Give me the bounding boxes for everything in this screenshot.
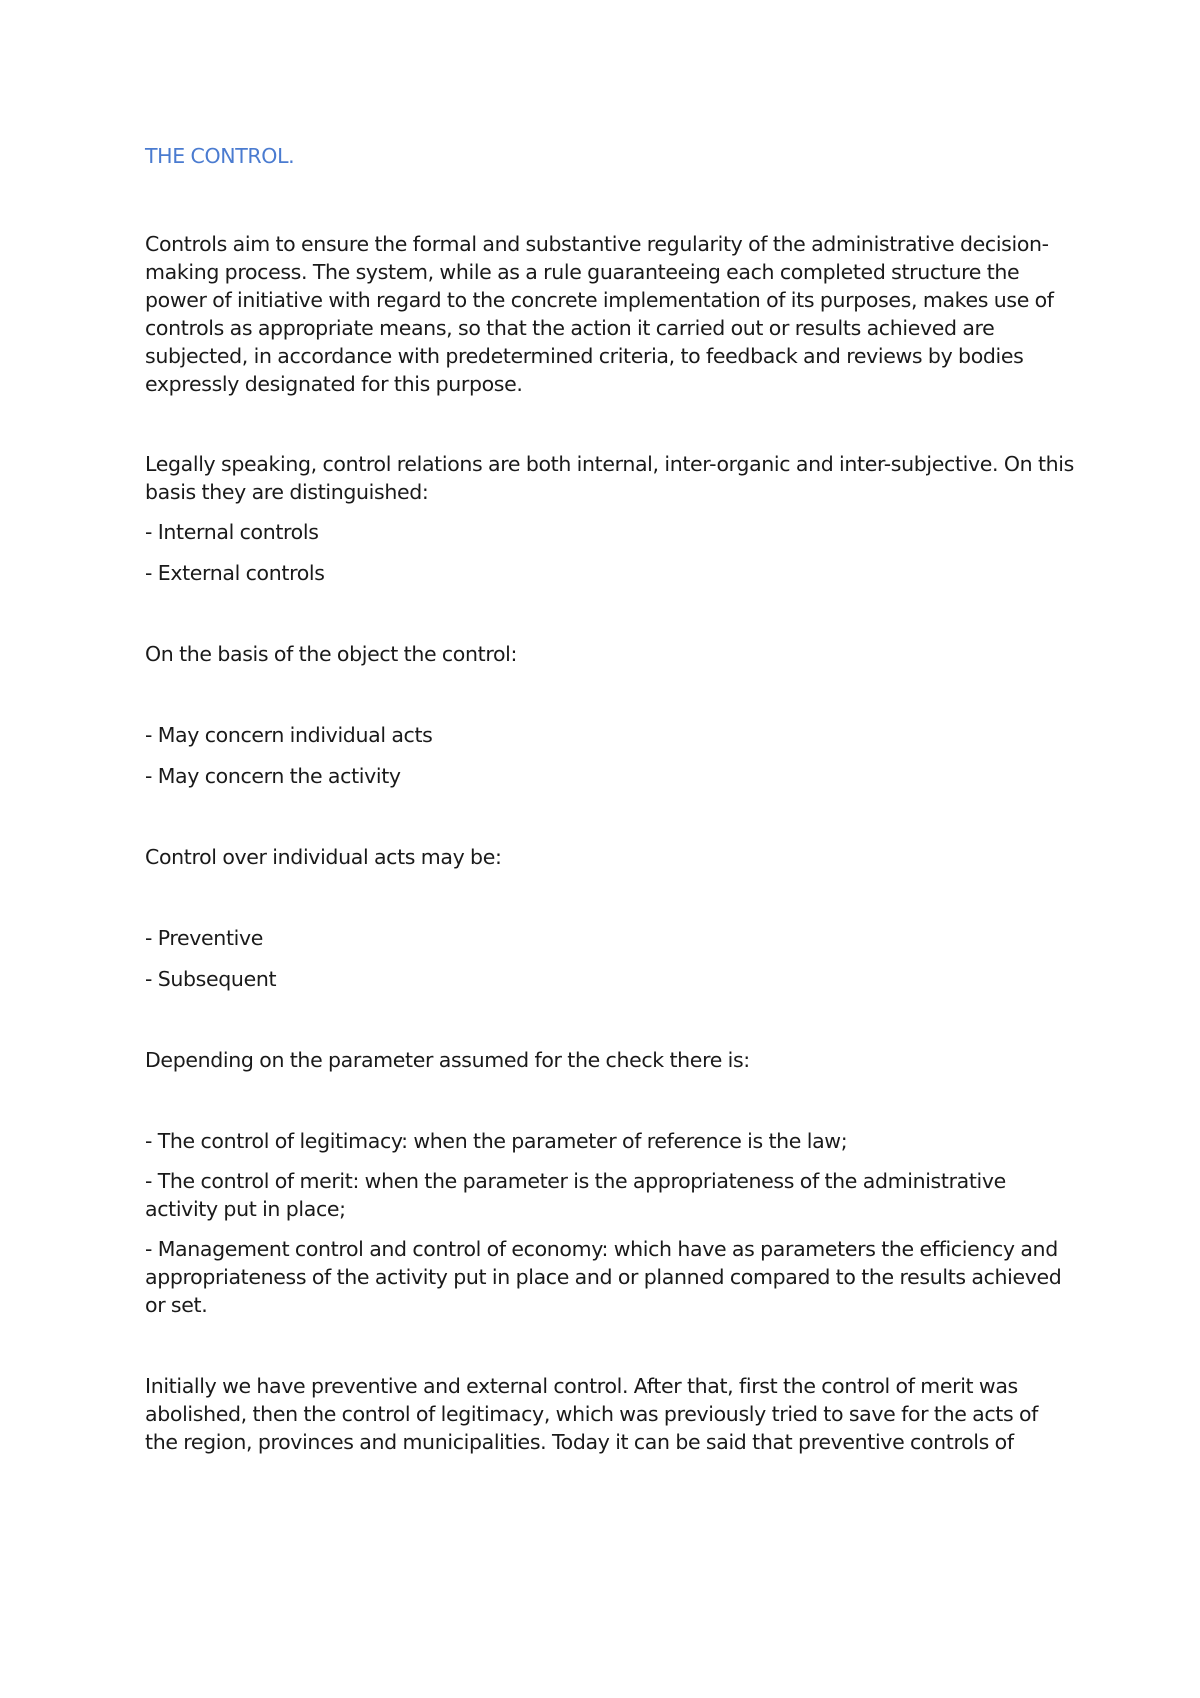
document-title: THE CONTROL.: [145, 144, 295, 168]
list-item-individual-acts: - May concern individual acts: [145, 723, 433, 747]
object-heading: On the basis of the object the control:: [145, 642, 518, 666]
document-body: [145, 142, 1075, 1456]
parameter-heading: Depending on the parameter assumed for the check there is:: [145, 1048, 750, 1072]
list-item-preventive: - Preventive: [145, 926, 264, 950]
list-item-management-control: - Management control and control of economy: which have as parameters the efficiency and appropriateness of the activity put in place and or planned compared to the results achieved or set.: [145, 1237, 1062, 1317]
legal-paragraph: Legally speaking, control relations are both internal, inter-organic and inter-subjective. On this basis they are distinguished:: [145, 452, 1074, 504]
intro-paragraph: Controls aim to ensure the formal and substantive regularity of the administrative decision-making process. The system, while as a rule guaranteeing each completed structure the power of initiative with regard to the concrete implementation of its purposes, makes use of controls as appropriate means, so that the action it carried out or results achieved are subjected, in accordance with predetermined criteria, to feedback and reviews by bodies expressly designated for this purpose.: [145, 232, 1054, 396]
list-item-legitimacy: - The control of legitimacy: when the parameter of reference is the law;: [145, 1129, 848, 1153]
list-item-external-controls: - External controls: [145, 561, 325, 585]
list-item-activity: - May concern the activity: [145, 764, 401, 788]
acts-heading: Control over individual acts may be:: [145, 845, 502, 869]
list-item-subsequent: - Subsequent: [145, 967, 277, 991]
list-item-merit: - The control of merit: when the parameter is the appropriateness of the administrative activity put in place;: [145, 1169, 1006, 1221]
list-item-internal-controls: - Internal controls: [145, 520, 319, 544]
closing-paragraph: Initially we have preventive and external control. After that, first the control of merit was abolished, then the control of legitimacy, which was previously tried to save for the acts of the region, provinces and municipalities. Today it can be said that preventive controls of: [145, 1374, 1039, 1454]
